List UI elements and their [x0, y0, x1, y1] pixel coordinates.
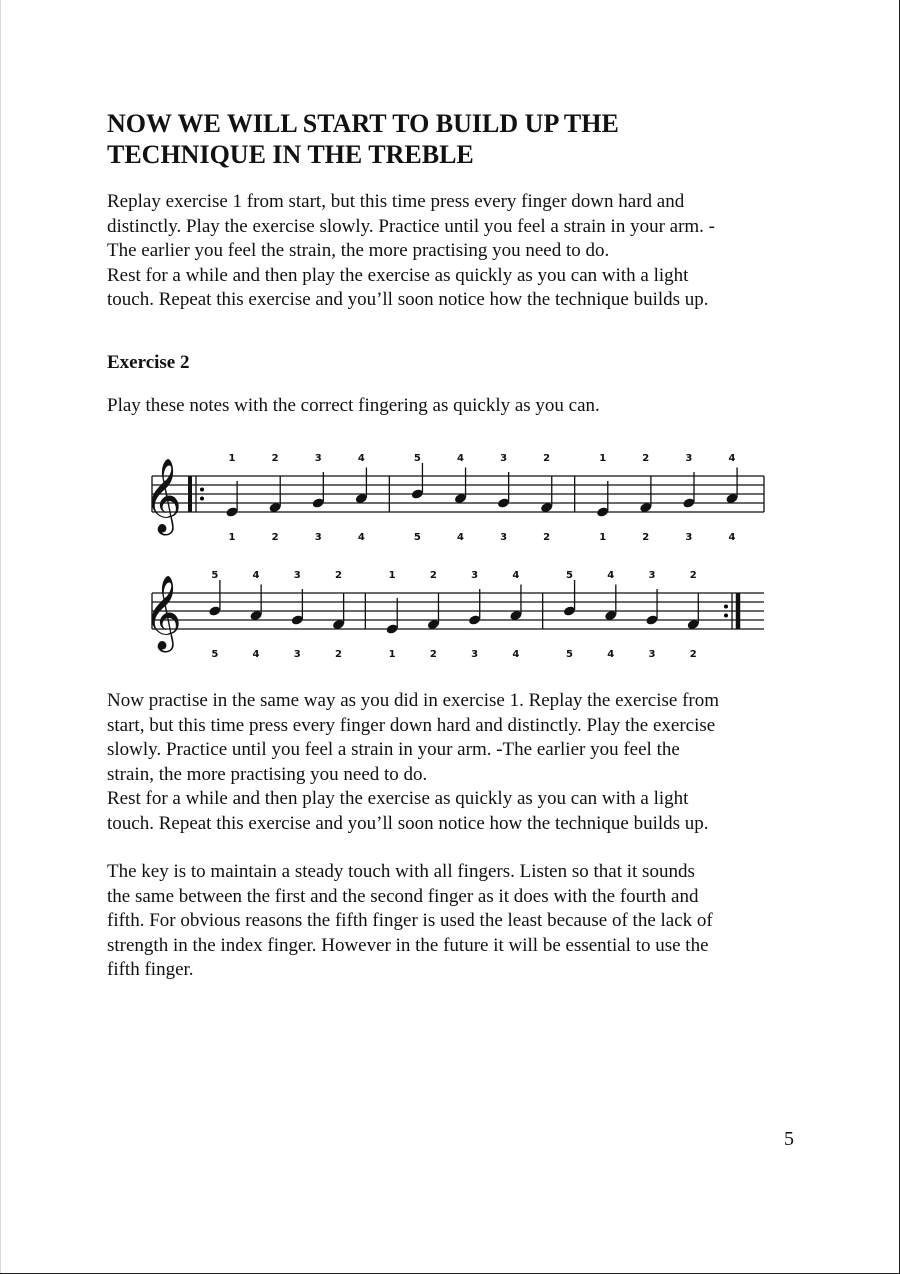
text-line: Replay exercise 1 from start, but this time press every finger down hard and: [107, 191, 685, 212]
fingering-above: 5: [413, 453, 421, 464]
text-line: fifth. For obvious reasons the fifth finger is used the least because of the lack of: [107, 910, 713, 931]
fingering-above: 4: [607, 570, 615, 581]
fingering-below: 2: [335, 649, 343, 660]
text-line: touch. Repeat this exercise and you’ll soon notice how the technique builds up.: [107, 812, 709, 834]
practice-paragraph: [107, 689, 719, 836]
fingering-below: 3: [500, 532, 508, 543]
fingering-above: 3: [648, 570, 656, 581]
text-line: Rest for a while and then play the exercise as quickly as you can with a light: [107, 788, 689, 809]
fingering-below: 3: [648, 649, 656, 660]
intro-paragraph: [107, 190, 715, 313]
text-line: The earlier you feel the strain, the more practising you need to do.: [107, 240, 610, 261]
exercise-instruction: [107, 394, 600, 419]
fingering-above: 1: [228, 453, 236, 464]
text-line: fifth finger.: [107, 959, 194, 980]
fingering-below: 1: [228, 532, 236, 543]
fingering-below: 4: [456, 532, 464, 543]
music-staff-1: [138, 443, 768, 558]
fingering-above: 4: [512, 570, 520, 581]
text-line: slowly. Practice until you feel a strain in your arm. -The earlier you feel the: [107, 739, 680, 760]
repeat-dot: [200, 497, 204, 501]
music-staff-2: [138, 560, 768, 675]
text-line: touch. Repeat this exercise and you’ll soon notice how the technique builds up.: [107, 289, 709, 310]
text-line: strength in the index finger. However in the future it will be essential to use the: [107, 934, 709, 956]
fingering-below: 2: [543, 532, 551, 543]
fingering-below: 2: [689, 649, 697, 660]
heading-line: TECHNIQUE IN THE TREBLE: [107, 140, 474, 169]
fingering-above: 3: [314, 453, 322, 464]
fingering-above: 2: [429, 570, 437, 581]
fingering-below: 1: [599, 532, 607, 543]
text-line: start, but this time press every finger down hard and distinctly. Play the exercise: [107, 714, 716, 736]
repeat-dot: [724, 605, 728, 609]
fingering-above: 5: [565, 570, 573, 581]
key-advice-paragraph: [107, 860, 713, 983]
fingering-below: 5: [413, 532, 421, 543]
exercise-title: Exercise 2: [107, 352, 190, 373]
text-line: distinctly. Play the exercise slowly. Practice until you feel a strain in your arm. -: [107, 215, 716, 237]
fingering-below: 4: [357, 532, 365, 543]
fingering-below: 4: [607, 649, 615, 660]
fingering-below: 3: [471, 649, 479, 660]
fingering-below: 3: [293, 649, 301, 660]
fingering-below: 2: [429, 649, 437, 660]
text-line: Play these notes with the correct fingering as quickly as you can.: [107, 395, 600, 416]
fingering-above: 4: [252, 570, 260, 581]
repeat-dot: [724, 614, 728, 618]
fingering-below: 5: [565, 649, 573, 660]
fingering-below: 1: [388, 649, 396, 660]
fingering-above: 5: [211, 570, 219, 581]
page-border-left: [0, 0, 1, 1274]
text-line: strain, the more practising you need to do.: [107, 763, 428, 785]
page-heading: [107, 108, 787, 170]
fingering-above: 3: [685, 453, 693, 464]
fingering-above: 1: [599, 453, 607, 464]
fingering-below: 4: [728, 532, 736, 543]
heading-line: NOW WE WILL START TO BUILD UP THE: [107, 109, 619, 138]
fingering-below: 2: [642, 532, 650, 543]
text-line: Rest for a while and then play the exercise as quickly as you can with a light: [107, 264, 689, 286]
fingering-below: 2: [271, 532, 279, 543]
fingering-above: 3: [293, 570, 301, 581]
fingering-above: 4: [456, 453, 464, 464]
treble-clef-icon: 𝄞: [144, 459, 182, 533]
fingering-above: 4: [357, 453, 365, 464]
text-line: The key is to maintain a steady touch with all fingers. Listen so that it sounds: [107, 861, 695, 882]
fingering-above: 2: [271, 453, 279, 464]
fingering-above: 2: [689, 570, 697, 581]
fingering-below: 5: [211, 649, 219, 660]
fingering-above: 3: [500, 453, 508, 464]
fingering-above: 2: [335, 570, 343, 581]
text-line: the same between the first and the second finger as it does with the fourth and: [107, 885, 699, 907]
fingering-below: 3: [685, 532, 693, 543]
fingering-above: 1: [388, 570, 396, 581]
treble-clef-icon: 𝄞: [144, 576, 182, 650]
fingering-above: 2: [642, 453, 650, 464]
repeat-dot: [200, 488, 204, 492]
fingering-above: 2: [543, 453, 551, 464]
page-number: 5: [784, 1128, 794, 1150]
fingering-above: 3: [471, 570, 479, 581]
fingering-above: 4: [728, 453, 736, 464]
fingering-below: 4: [252, 649, 260, 660]
text-line: Now practise in the same way as you did in exercise 1. Replay the exercise from: [107, 690, 720, 711]
fingering-below: 3: [314, 532, 322, 543]
fingering-below: 4: [512, 649, 520, 660]
